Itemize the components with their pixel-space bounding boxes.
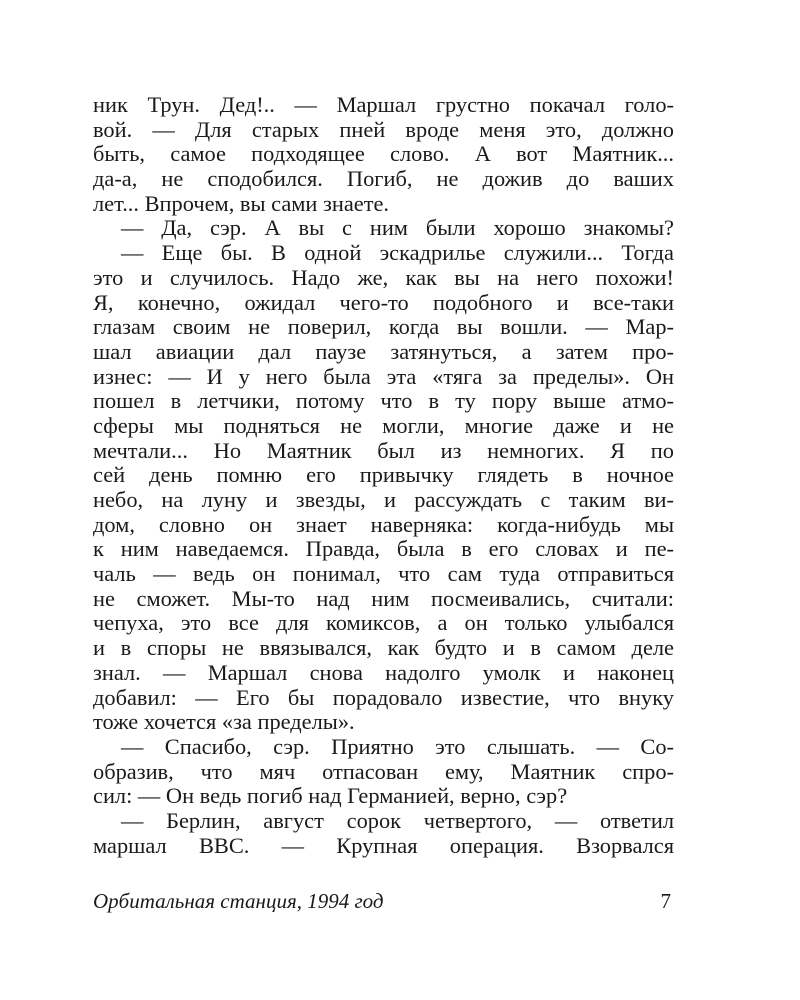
text-line-9: Я, конечно, ожидал чего-то подобного и все-таки	[93, 290, 674, 315]
body-text	[93, 93, 674, 858]
text-line-19: к ним наведаемся. Правда, была в его словах и пе-	[93, 537, 674, 562]
text-line-14: сферы мы подняться не могли, многие даже и не	[93, 413, 674, 438]
page-footer	[93, 889, 674, 915]
text-line-18: дом, словно он знает наверняка: когда-нибудь мы	[93, 512, 674, 537]
page-number: 7	[660, 889, 671, 913]
text-line-1: ник Трун. Дед!.. — Маршал грустно покачал голо-	[93, 93, 674, 117]
text-line-22: чепуха, это все для комиксов, а он только улыбался	[93, 611, 674, 636]
text-line-28: образив, что мяч отпасован ему, Маятник спро-	[93, 759, 674, 784]
text-line-7: — Еще бы. В одной эскадрилье служили... Тогда	[121, 241, 674, 266]
text-line-29: сил: — Он ведь погиб над Германией, верно, сэр?	[93, 784, 568, 809]
text-line-6: — Да, сэр. А вы с ним были хорошо знакомы?	[121, 216, 674, 241]
text-line-25: добавил: — Его бы порадовало известие, что внуку	[93, 685, 674, 710]
text-line-23: и в споры не ввязывался, как будто и в самом деле	[93, 636, 674, 661]
text-line-15: мечтали... Но Маятник был из немногих. Я по	[93, 438, 674, 463]
text-line-24: знал. — Маршал снова надолго умолк и наконец	[93, 660, 674, 685]
text-line-27: — Спасибо, сэр. Приятно это слышать. — Со-	[121, 734, 674, 759]
text-line-2: вой. — Для старых пней вроде меня это, должно	[93, 117, 674, 142]
text-line-4: да-а, не сподобился. Погиб, не дожив до ваших	[93, 167, 674, 192]
text-line-5: лет... Впрочем, вы сами знаете.	[93, 191, 390, 216]
text-line-26: тоже хочется «за пределы».	[93, 710, 355, 735]
text-line-20: чаль — ведь он понимал, что сам туда отправиться	[93, 562, 674, 587]
text-line-11: шал авиации дал паузе затянуться, а затем про-	[93, 339, 674, 364]
running-title: Орбитальная станция, 1994 год	[93, 889, 384, 913]
text-line-13: пошел в летчики, потому что в ту пору выше атмо-	[93, 389, 674, 414]
text-line-21: не сможет. Мы-то над ним посмеивались, считали:	[93, 586, 674, 611]
text-line-17: небо, на луну и звезды, и рассуждать с таким ви-	[93, 488, 674, 512]
text-line-3: быть, самое подходящее слово. А вот Маятник...	[93, 142, 674, 167]
text-line-12: изнес: — И у него была эта «тяга за пределы». Он	[93, 364, 674, 389]
text-line-30: — Берлин, август сорок четвертого, — ответил	[121, 808, 674, 833]
text-line-8: это и случилось. Надо же, как вы на него похожи!	[93, 265, 674, 290]
text-line-10: глазам своим не поверил, когда вы вошли. — Мар-	[93, 315, 674, 340]
text-line-16: сей день помню его привычку глядеть в ночное	[93, 463, 674, 488]
text-line-31: маршал ВВС. — Крупная операция. Взорвался	[93, 833, 674, 858]
